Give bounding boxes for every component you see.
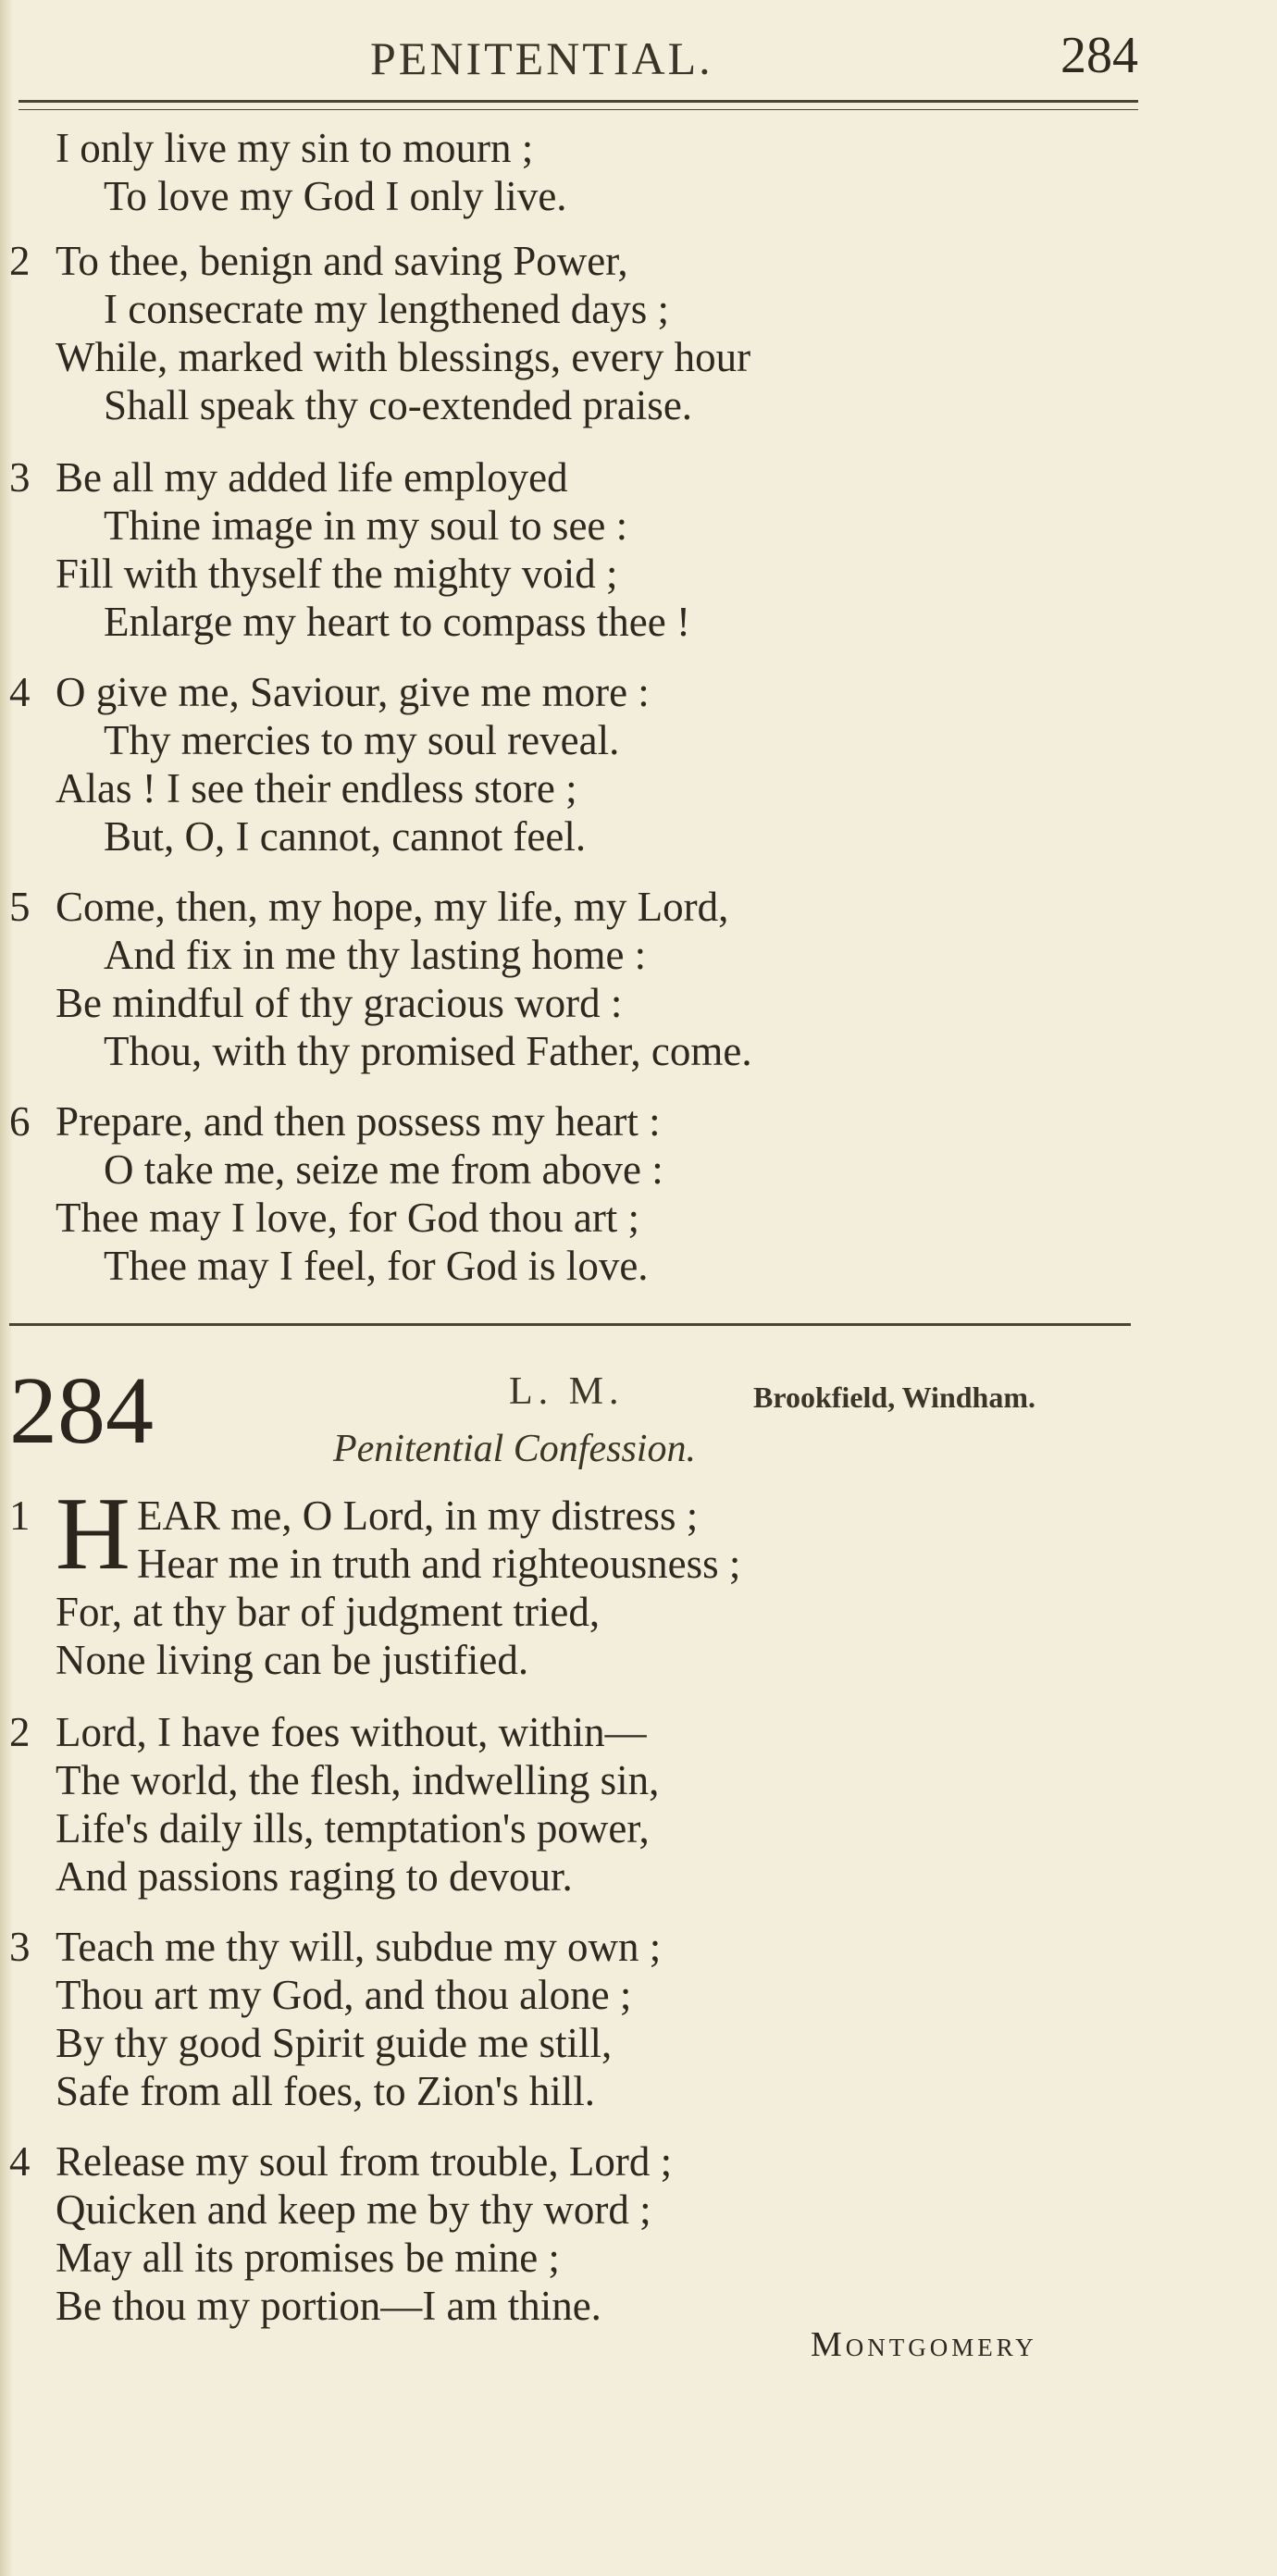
stanza-number: 3: [9, 454, 31, 501]
verse-line: Thee may I love, for God thou art ;: [56, 1195, 640, 1241]
verse-line: I consecrate my lengthened days ;: [104, 286, 670, 332]
header-rule-top: [19, 100, 1138, 103]
verse-line: To love my God I only live.: [104, 173, 567, 219]
verse-line: Hear me in truth and righteousness ;: [137, 1541, 741, 1587]
verse-line: Fill with thyself the mighty void ;: [56, 551, 618, 597]
verse-line: Be mindful of thy gracious word :: [56, 980, 623, 1026]
running-title: PENITENTIAL.: [370, 32, 713, 84]
hymn-number: 284: [9, 1357, 154, 1464]
verse-line: Lord, I have foes without, within—: [56, 1709, 647, 1755]
verse-line: Thine image in my soul to see :: [104, 502, 628, 549]
verse-line: O take me, seize me from above :: [104, 1146, 663, 1193]
verse-line: But, O, I cannot, cannot feel.: [104, 813, 587, 860]
verse-line: EAR me, O Lord, in my distress ;: [137, 1492, 699, 1539]
verse-line: May all its promises be mine ;: [56, 2235, 560, 2281]
verse-line: Safe from all foes, to Zion's hill.: [56, 2068, 596, 2114]
verse-line: None living can be justified.: [56, 1637, 529, 1683]
stanza-number: 4: [9, 669, 31, 715]
tune-names: Brookfield, Windham.: [753, 1381, 1035, 1414]
verse-line: Alas ! I see their endless store ;: [56, 765, 577, 811]
author-attribution: Montgomery: [811, 2325, 1037, 2364]
verse-line: Shall speak thy co-extended praise.: [104, 382, 693, 428]
header-rule-bottom: [19, 109, 1138, 110]
verse-line: And passions raging to devour.: [56, 1853, 573, 1900]
page-header: [56, 26, 1138, 91]
stanza-number: 4: [9, 2138, 31, 2185]
stanza-number: 2: [9, 238, 31, 284]
verse-line: Quicken and keep me by thy word ;: [56, 2186, 651, 2233]
verse-line: I only live my sin to mourn ;: [56, 125, 534, 171]
verse-line: While, marked with blessings, every hour: [56, 334, 751, 380]
verse-line: O give me, Saviour, give me more :: [56, 669, 650, 715]
verse-line: To thee, benign and saving Power,: [56, 238, 628, 284]
stanza-number: 2: [9, 1709, 31, 1755]
stanza-number: 1: [9, 1492, 31, 1539]
verse-line: Be all my added life employed: [56, 454, 568, 501]
verse-line: Thy mercies to my soul reveal.: [104, 717, 620, 763]
verse-line: Be thou my portion—I am thine.: [56, 2283, 601, 2329]
page-gutter: [0, 0, 13, 2576]
verse-line: Thou, with thy promised Father, come.: [104, 1028, 752, 1074]
verse-line: Enlarge my heart to compass thee !: [104, 599, 690, 645]
verse-line: The world, the flesh, indwelling sin,: [56, 1757, 660, 1803]
drop-cap: H: [56, 1477, 130, 1591]
page-number: 284: [1060, 27, 1138, 84]
verse-line: Thou art my God, and thou alone ;: [56, 1972, 632, 2018]
verse-line: Life's daily ills, temptation's power,: [56, 1805, 650, 1852]
verse-line: By thy good Spirit guide me still,: [56, 2020, 613, 2066]
stanza-number: 5: [9, 884, 31, 930]
verse-line: Prepare, and then possess my heart :: [56, 1098, 661, 1145]
verse-line: And fix in me thy lasting home :: [104, 932, 647, 978]
stanza-number: 6: [9, 1098, 31, 1145]
verse-line: For, at thy bar of judgment tried,: [56, 1589, 601, 1635]
verse-line: Come, then, my hope, my life, my Lord,: [56, 884, 729, 930]
verse-line: Thee may I feel, for God is love.: [104, 1243, 649, 1289]
hymn-divider: [9, 1323, 1131, 1326]
hymn-meter: L. M.: [509, 1370, 625, 1413]
hymn-subject: Penitential Confession.: [333, 1428, 696, 1470]
verse-line: Release my soul from trouble, Lord ;: [56, 2138, 673, 2185]
verse-line: Teach me thy will, subdue my own ;: [56, 1924, 662, 1970]
stanza-number: 3: [9, 1924, 31, 1970]
